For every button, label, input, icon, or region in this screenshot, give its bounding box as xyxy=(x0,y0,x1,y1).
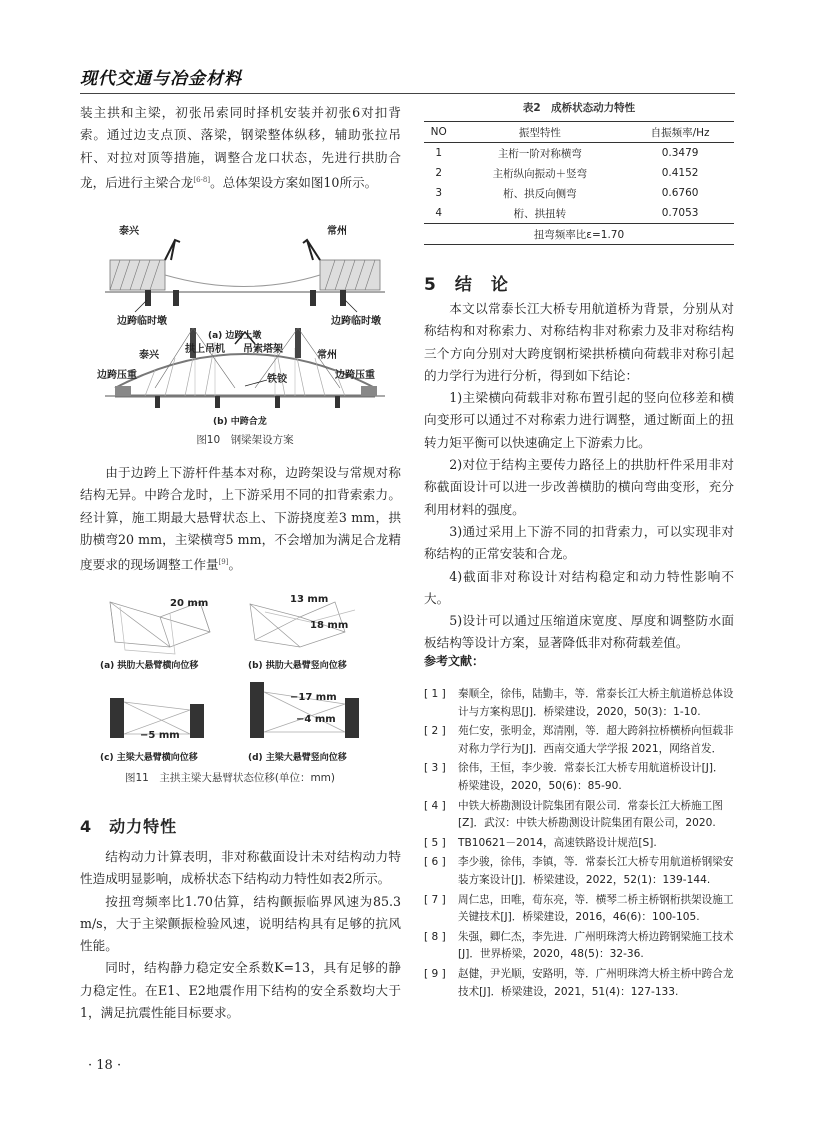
paragraph: 3)通过采用上下游不同的扣背索力，可以实现非对称结构的正常安装和合龙。 xyxy=(424,523,734,562)
value-label: 18 mm xyxy=(310,620,349,631)
label-taixing-b: 泰兴 xyxy=(139,350,159,361)
paragraph-text: 由于边跨上下游杆件基本对称，边跨架设与常规对称结构无异。中跨合龙时，上下游采用不同的扣背索索力。经计算，施工期最大悬臂状态上、下游挠度差3 mm，拱肋横弯20 mm，主梁横弯5 mm，不会增加为满足合龙精度要求的现场调整工作量 xyxy=(80,465,401,573)
paragraph-text: 装主拱和主梁，初张吊索同时择机安装并初张6对扣背索。通过边支点顶、落梁，钢梁整体纵移，辅助张拉吊杆、对拉对顶等措施，调整合龙口状态，先进行拱肋合龙，后进行主梁合龙 xyxy=(80,105,401,191)
figure-11 xyxy=(100,592,395,788)
paragraph: 按扭弯频率比1.70估算，结构颤振临界风速为85.3 m/s，大于主梁颤振检验风速，说明结构具有足够的抗风性能。 xyxy=(80,893,401,954)
reference-item xyxy=(424,929,734,964)
section-4-heading: 4 动力特性 xyxy=(80,817,178,836)
reference-text: 秦顺全，徐伟，陆勤丰，等．常泰长江大桥主航道桥总体设计与方案构思[J]．桥梁建设，2020，50(3)：1-10. xyxy=(458,688,734,718)
paragraph xyxy=(80,462,401,577)
left-intro xyxy=(80,102,401,194)
table-cell: 主桁纵向振动＋竖弯 xyxy=(492,167,588,180)
references-list xyxy=(424,686,734,1003)
reference-number: [ 9 ] xyxy=(424,967,446,980)
subfigure-b-label: (b) 中跨合龙 xyxy=(213,417,267,427)
reference-number: [ 6 ] xyxy=(424,856,446,869)
reference-number: [ 7 ] xyxy=(424,893,446,906)
paragraph-text: 。 xyxy=(228,557,242,573)
value-label: 13 mm xyxy=(290,594,329,605)
table-cell: 桁、拱反向侧弯 xyxy=(503,187,577,200)
label-changzhou-b: 常州 xyxy=(317,350,337,361)
reference-item xyxy=(424,760,734,795)
table-cell: 桁、拱扭转 xyxy=(513,207,567,220)
paragraph: 同时，结构静力稳定安全系数K=13，具有足够的静力稳定性。在E1、E2地震作用下结构的安全系数均大于1，满足抗震性能目标要求。 xyxy=(80,960,401,1021)
table-cell: 主桁一阶对称横弯 xyxy=(497,147,582,160)
page-number: · 18 · xyxy=(88,1058,122,1073)
label-taixing: 泰兴 xyxy=(119,226,139,237)
reference-number: [ 4 ] xyxy=(424,799,446,812)
paragraph: 2)对位于结构主要传力路径上的拱肋杆件采用非对称截面设计可以进一步改善横肋的横向弯曲变形，充分利用材料的强度。 xyxy=(424,457,734,517)
reference-item xyxy=(424,892,734,927)
citation: [9] xyxy=(218,558,229,567)
reference-text: 中铁大桥勘测设计院集团有限公司．常泰长江大桥施工图[Z]．武汉：中铁大桥勘测设计院集团有限公司，2020. xyxy=(458,799,723,830)
reference-item xyxy=(424,723,734,758)
reference-item xyxy=(424,798,734,833)
reference-item xyxy=(424,966,734,1001)
table-row xyxy=(424,203,734,224)
figure-10 xyxy=(95,220,395,448)
reference-text: TB10621－2014，高速铁路设计规范[S]. xyxy=(458,836,657,849)
reference-number: [ 5 ] xyxy=(424,836,446,849)
table-header: 自振频率/Hz xyxy=(650,126,710,139)
reference-text: 李少骏，徐伟，李镇，等．常泰长江大桥专用航道桥钢梁安装方案设计[J]．桥梁建设，2022，52(1)：139-144. xyxy=(458,856,734,886)
header-rule xyxy=(80,93,735,94)
reference-text: 朱强，卿仁杰，李先进．广州明珠湾大桥边跨钢梁施工技术[J]．世界桥梁，2020，48(5)：32-36. xyxy=(458,930,734,961)
label-left-counterweight: 边跨压重 xyxy=(97,370,137,381)
table-2 xyxy=(424,100,734,245)
table-header: 振型特性 xyxy=(518,126,561,139)
table-cell: 0.3479 xyxy=(661,147,699,159)
reference-number: [ 1 ] xyxy=(424,688,446,700)
value-label: −17 mm xyxy=(290,692,337,703)
table-title: 表2 成桥状态动力特性 xyxy=(522,102,636,114)
reference-number: [ 3 ] xyxy=(424,762,446,775)
label-changzhou: 常州 xyxy=(327,226,347,237)
table-cell: 3 xyxy=(435,187,443,199)
table-cell: 0.4152 xyxy=(661,167,699,179)
label-cable-tower: 吊索塔架 xyxy=(243,344,283,355)
table-cell: 1 xyxy=(435,147,443,159)
subfigure-d-label: (d) 主梁大悬臂竖向位移 xyxy=(248,753,347,763)
subfigure-a-label: (a) 边跨上墩 xyxy=(208,331,262,341)
value-label: −4 mm xyxy=(296,714,336,725)
right-conclusions xyxy=(424,298,734,655)
table-footer: 扭弯频率比ε=1.70 xyxy=(533,228,625,241)
table-row xyxy=(424,163,734,183)
reference-item xyxy=(424,854,734,889)
label-iron-hinge: 铁铰 xyxy=(267,374,287,385)
paragraph: 4)截面非对称设计对结构稳定和动力特性影响不大。 xyxy=(424,568,734,606)
paragraph-text: 。总体架设方案如图10所示。 xyxy=(210,175,378,191)
reference-number: [ 2 ] xyxy=(424,725,446,738)
table-row xyxy=(424,183,734,203)
left-section-4 xyxy=(80,846,401,1024)
reference-item xyxy=(424,686,734,721)
reference-text: 苑仁安，张明金，郑清刚，等．超大跨斜拉桥横桥向恒载非对称力学行为[J]．西南交通大学学报 2021，网络首发． xyxy=(458,725,734,755)
dynamic-properties-table xyxy=(424,121,734,245)
reference-text: 周仁忠，田唯，荀东亮，等．横琴二桥主桥钢桁拱架设施工关键技术[J]．桥梁建设，2016，46(6)：100-105. xyxy=(458,893,734,924)
left-para-2 xyxy=(80,462,401,577)
figure-10-caption: 图10 钢梁架设方案 xyxy=(196,434,294,446)
table-cell: 2 xyxy=(435,167,443,179)
table-row xyxy=(424,143,734,164)
table-footer-row xyxy=(424,224,734,245)
label-right-pier: 边跨临时墩 xyxy=(331,316,381,327)
references-heading: 参考文献： xyxy=(424,654,485,668)
paragraph: 结构动力计算表明，非对称截面设计未对结构动力特性造成明显影响，成桥状态下结构动力特性如表2所示。 xyxy=(80,849,401,887)
paragraph xyxy=(80,102,401,194)
paragraph: 1)主梁横向荷载非对称布置引起的竖向位移差和横向变形可以通过不对称索力进行调整，通过断面上的扭转力矩平衡可以快速确定上下游索力比。 xyxy=(424,390,734,450)
table-header: NO xyxy=(430,126,447,138)
reference-number: [ 8 ] xyxy=(424,930,446,943)
paragraph: 5)设计可以通过压缩道床宽度、厚度和调整防水面板结构等设计方案，显著降低非对称荷载差值。 xyxy=(424,613,734,651)
label-right-counterweight: 边跨压重 xyxy=(335,370,375,381)
subfigure-b-label: (b) 拱肋大悬臂竖向位移 xyxy=(248,661,347,671)
subfigure-c-label: (c) 主梁大悬臂横向位移 xyxy=(100,753,198,763)
reference-text: 赵健，尹光顺，安路明，等．广州明珠湾大桥主桥中跨合龙技术[J]．桥梁建设，2021，51(4)：127-133. xyxy=(458,967,734,998)
table-cell: 0.6760 xyxy=(661,187,699,199)
section-5-heading: 5 结 论 xyxy=(424,275,509,295)
value-label: 20 mm xyxy=(170,598,209,609)
paragraph: 本文以常泰长江大桥专用航道桥为背景，分别从对称结构和对称索力、对称结构非对称索力及非对称结构三个方向分别对大跨度钢桁梁拱桥横向荷载非对称引起的力学行为进行分析，得到如下结论： xyxy=(424,301,734,383)
journal-title: 现代交通与冶金材料 xyxy=(80,69,242,89)
reference-text: 徐伟，王恒，李少骏．常泰长江大桥专用航道桥设计[J]．桥梁建设，2020，50(6)：85-90. xyxy=(458,762,724,792)
table-cell: 0.7053 xyxy=(661,207,699,219)
label-left-pier: 边跨临时墩 xyxy=(117,316,167,327)
displacement-diagrams xyxy=(100,592,395,772)
table-cell: 4 xyxy=(435,207,443,219)
subfigure-a-label: (a) 拱肋大悬臂横向位移 xyxy=(100,661,199,671)
figure-11-caption: 图11 主拱主梁大悬臂状态位移(单位：mm) xyxy=(124,772,335,784)
citation: [6-8] xyxy=(193,175,211,184)
reference-item xyxy=(424,835,734,853)
value-label: −5 mm xyxy=(140,730,180,741)
label-arch-crane: 拱上吊机 xyxy=(185,344,225,355)
